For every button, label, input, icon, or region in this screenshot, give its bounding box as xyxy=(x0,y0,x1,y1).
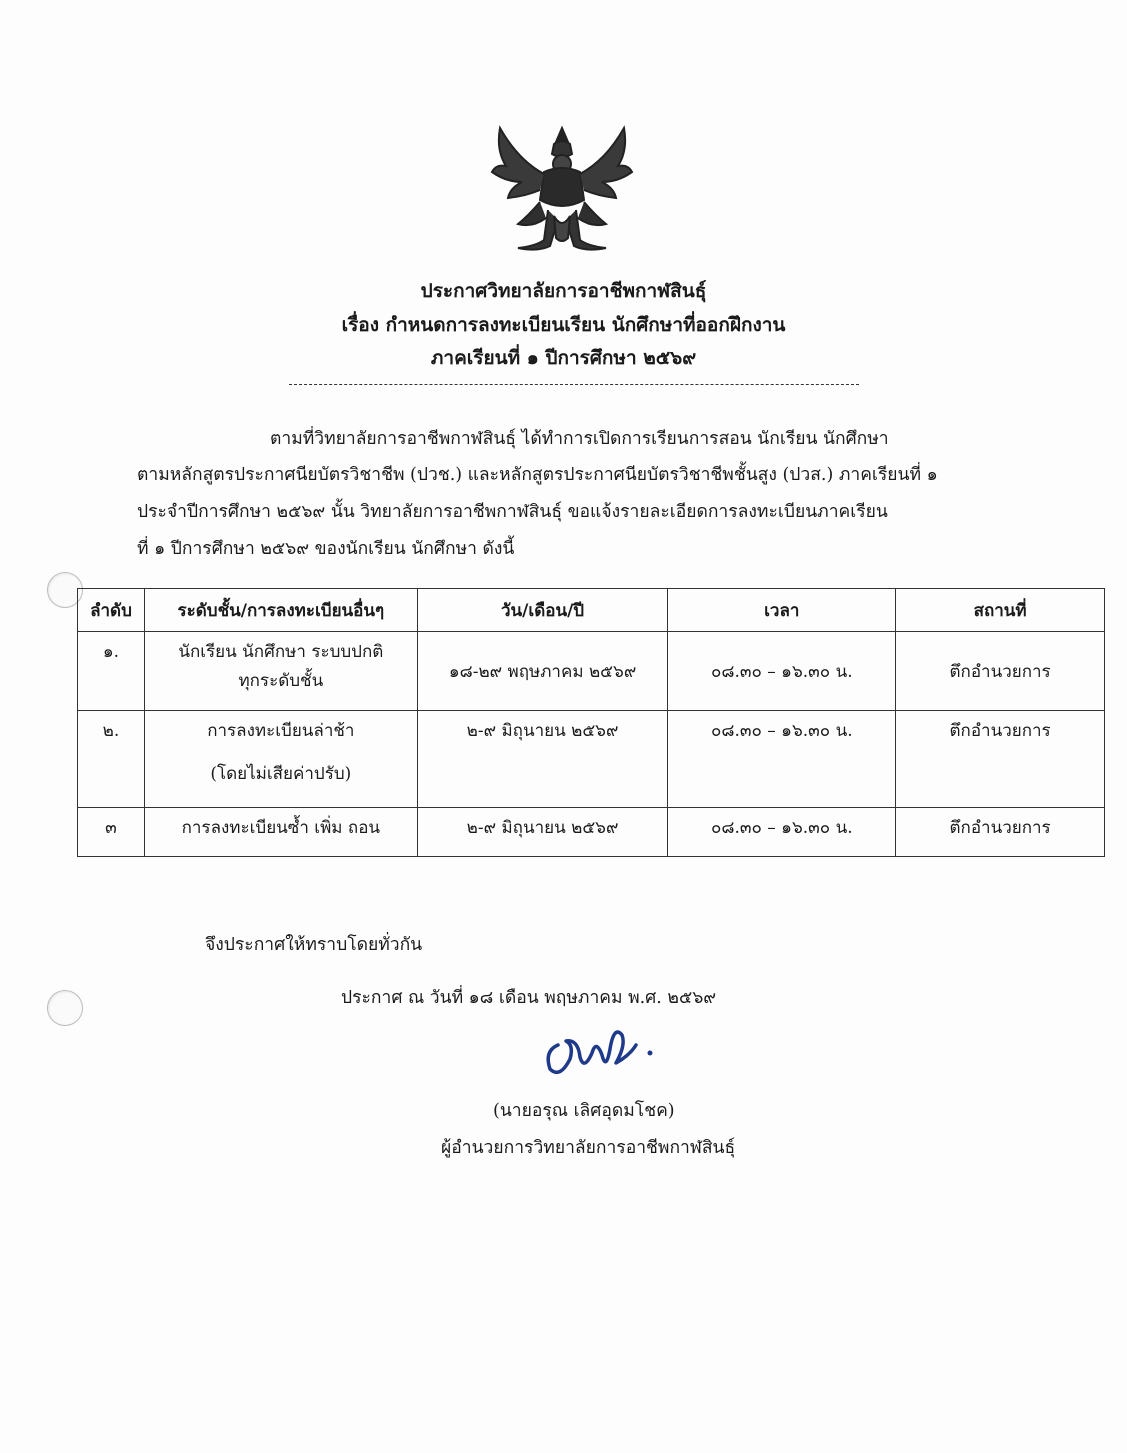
row-date: ๒-๙ มิถุนายน ๒๕๖๙ xyxy=(417,711,668,808)
table-row xyxy=(78,632,1105,711)
row-place: ตึกอำนวยการ xyxy=(896,632,1105,711)
row-level-line-b: (โดยไม่เสียค่าปรับ) xyxy=(210,763,352,784)
body-line-2: ตามหลักสูตรประกาศนียบัตรวิชาชีพ (ปวช.) และหลักสูตรประกาศนียบัตรวิชาชีพชั้นสูง (ปวส.) ภาคเรียนที่ ๑ xyxy=(137,465,938,485)
garuda-emblem xyxy=(488,120,636,258)
row-date: ๒-๙ มิถุนายน ๒๕๖๙ xyxy=(417,808,668,857)
announcement-date: ประกาศ ณ วันที่ ๑๘ เดือน พฤษภาคม พ.ศ. ๒๕๖๙ xyxy=(341,988,717,1008)
row-time: ๐๘.๓๐ – ๑๖.๓๐ น. xyxy=(668,632,896,711)
body-line-1: ตามที่วิทยาลัยการอาชีพกาฬสินธุ์ ได้ทำการเปิดการเรียนการสอน นักเรียน นักศึกษา xyxy=(270,429,889,449)
header-time: เวลา xyxy=(668,589,896,632)
row-level xyxy=(144,711,417,808)
body-line-3: ประจำปีการศึกษา ๒๕๖๙ นั้น วิทยาลัยการอาชีพกาฬสินธุ์ ขอแจ้งรายละเอียดการลงทะเบียนภาคเรียน xyxy=(137,502,888,522)
row-place: ตึกอำนวยการ xyxy=(896,711,1105,808)
table-row xyxy=(78,711,1105,808)
row-level-line-b: ทุกระดับชั้น xyxy=(238,670,324,691)
announcement-title: ประกาศวิทยาลัยการอาชีพกาฬสินธุ์ xyxy=(420,280,707,302)
row-date: ๑๘-๒๙ พฤษภาคม ๒๕๖๙ xyxy=(417,632,668,711)
row-no: ๓ xyxy=(78,808,145,857)
announcement-subject: เรื่อง กำหนดการลงทะเบียนเรียน นักศึกษาที่ออกฝึกงาน xyxy=(341,314,786,336)
signatory-position: ผู้อำนวยการวิทยาลัยการอาชีพกาฬสินธุ์ xyxy=(441,1138,736,1158)
row-level: การลงทะเบียนซ้ำ เพิ่ม ถอน xyxy=(144,808,417,857)
dashed-separator xyxy=(289,384,859,385)
row-time: ๐๘.๓๐ – ๑๖.๓๐ น. xyxy=(668,808,896,857)
row-place: ตึกอำนวยการ xyxy=(896,808,1105,857)
row-no: ๑. xyxy=(78,632,145,711)
row-level xyxy=(144,632,417,711)
table-row xyxy=(78,808,1105,857)
closing-notice: จึงประกาศให้ทราบโดยทั่วกัน xyxy=(205,935,423,955)
body-line-4: ที่ ๑ ปีการศึกษา ๒๕๖๙ ของนักเรียน นักศึกษา ดังนี้ xyxy=(137,539,515,559)
signature xyxy=(540,1015,660,1085)
header-date: วัน/เดือน/ปี xyxy=(417,589,668,632)
signatory-name: (นายอรุณ เลิศอุดมโชค) xyxy=(493,1101,675,1121)
header-no: ลำดับ xyxy=(78,589,145,632)
header-place: สถานที่ xyxy=(896,589,1105,632)
announcement-term: ภาคเรียนที่ ๑ ปีการศึกษา ๒๕๖๙ xyxy=(430,347,697,369)
registration-schedule-table xyxy=(77,588,1105,857)
row-level-line-a: นักเรียน นักศึกษา ระบบปกติ xyxy=(178,642,384,662)
punch-hole-bottom xyxy=(47,990,83,1026)
row-time: ๐๘.๓๐ – ๑๖.๓๐ น. xyxy=(668,711,896,808)
row-no: ๒. xyxy=(78,711,145,808)
table-header-row xyxy=(78,589,1105,632)
header-level: ระดับชั้น/การลงทะเบียนอื่นๆ xyxy=(144,589,417,632)
row-level-line-a: การลงทะเบียนล่าช้า xyxy=(207,721,355,741)
